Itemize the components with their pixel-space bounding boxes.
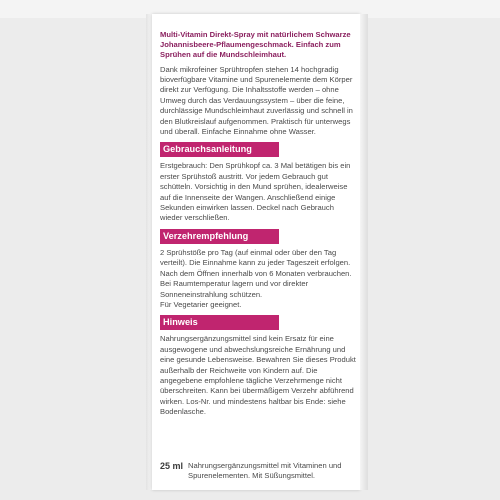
dosage-section-title: Verzehrempfehlung <box>160 229 279 244</box>
package-footer <box>160 461 356 482</box>
product-headline: Multi-Vitamin Direkt-Spray mit natürlichem Schwarze Johannisbeere-Pflaumengeschmack. Einfach zum Sprühen auf die Mundschleimhaut. <box>160 30 351 60</box>
product-description: Dank mikrofeiner Sprühtropfen stehen 14 hochgradig bioverfügbare Vitamine und Spurenelemente dem Körper direkt zur Verfügung. Die Inhaltsstoffe werden – ohne Umweg durch das Verdauungssystem – über die feine, durchlässige Mundschleimhaut zuverlässig und schnell in den Blutkreislauf aufgenommen. Praktisch für unterwegs und überall. Einfache Einnahme ohne Wasser. <box>160 64 353 137</box>
panel-right-edge <box>360 14 368 490</box>
usage-section-title: Gebrauchsanleitung <box>160 142 279 157</box>
product-category-text: Nahrungsergänzungsmittel mit Vitaminen und Spurenelementen. Mit Süßungsmittel. <box>188 461 342 481</box>
volume-label: 25 ml <box>160 461 184 471</box>
usage-section-body: Erstgebrauch: Den Sprühkopf ca. 3 Mal betätigen bis ein erster Sprühstoß austritt. Vor jedem Gebrauch gut schütteln. Vorsichtig in den Mund sprühen, idealerweise auf die Innenseite der Wangen. Anschließend einige Sekunden einwirken lassen. Deckel nach Gebrauch wieder verschließen. <box>160 161 351 223</box>
dosage-section-note: Für Vegetarier geeignet. <box>160 299 242 309</box>
notice-section-body: Nahrungsergänzungsmittel sind kein Ersatz für eine ausgewogene und abwechslungsreiche Ernährung und eine gesunde Lebensweise. Bewahren Sie dieses Produkt außerhalb der Reichweite von Kindern auf. Die angegebene empfohlene tägliche Verzehrmenge nicht überschreiten. Kann bei übermäßigem Verzehr abführend wirken. Los-Nr. und mindestens haltbar bis Ende: siehe Bodenlasche. <box>160 334 356 417</box>
package-text <box>160 30 356 418</box>
dosage-section-body: 2 Sprühstöße pro Tag (auf einmal oder über den Tag verteilt). Die Einnahme kann zu jeder Tageszeit erfolgen. Nach dem Öffnen innerhalb von 6 Monaten verbrauchen. Bei Raumtemperatur lagern und vor direkter Sonneneinstrahlung schützen. <box>160 247 352 299</box>
notice-section-title: Hinweis <box>160 315 279 330</box>
